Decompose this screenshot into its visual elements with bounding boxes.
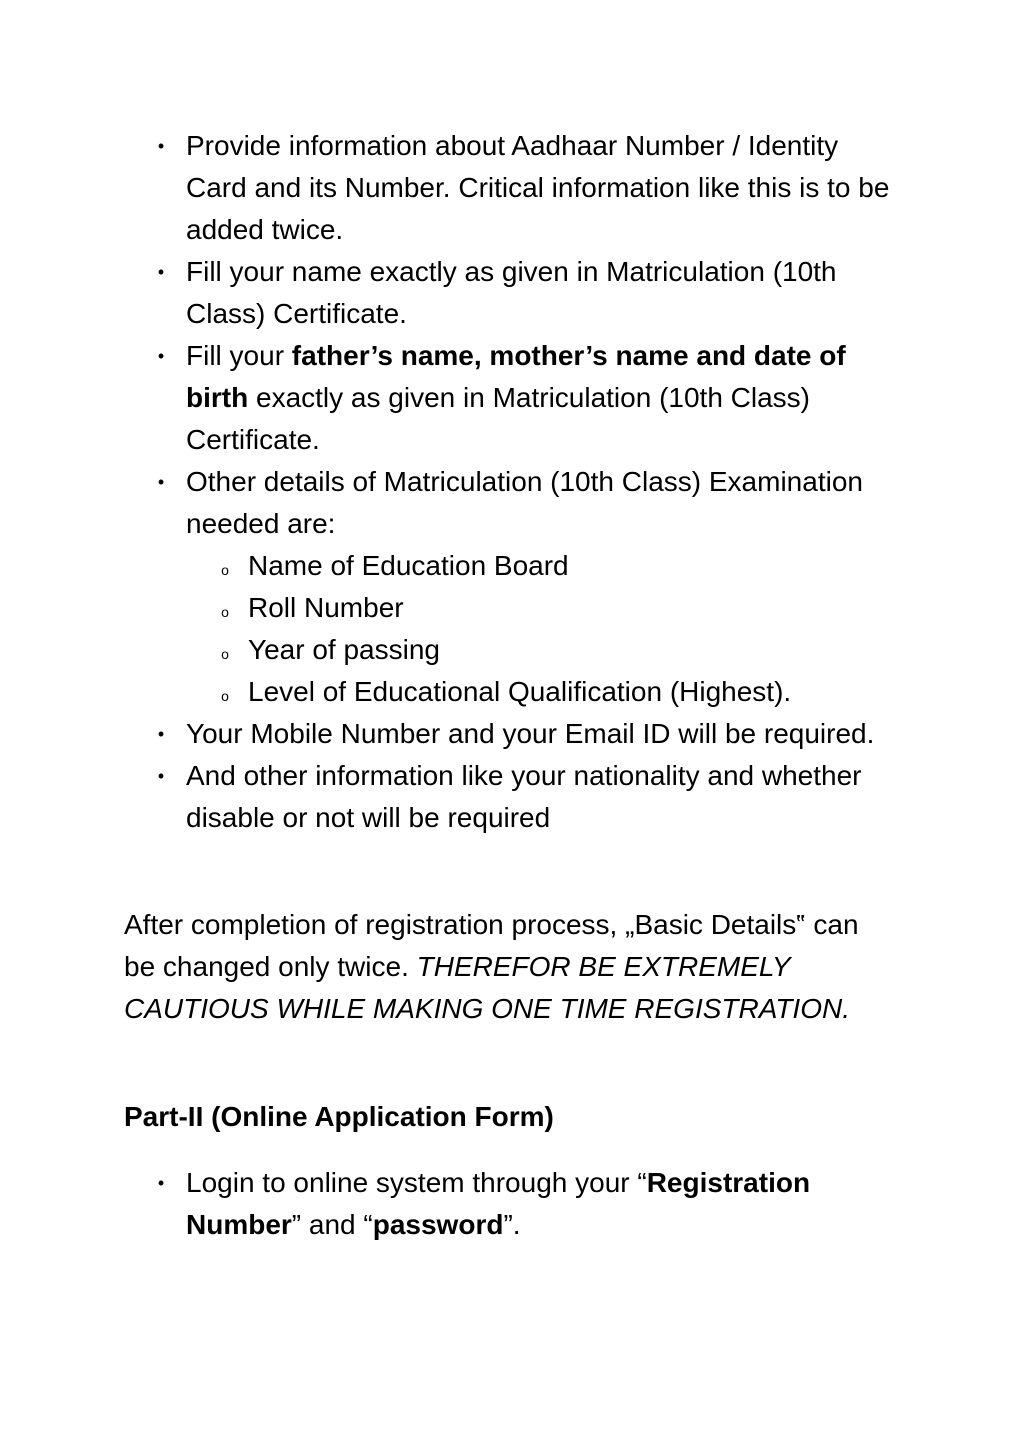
password-bold: password — [372, 1209, 504, 1240]
registration-number-bold: Registration Number — [186, 1167, 811, 1240]
section-heading: Part-II (Online Application Form) — [124, 1101, 554, 1132]
bullet-icon: • — [157, 262, 165, 282]
bullet-icon: • — [157, 472, 165, 492]
bullet-icon: • — [157, 766, 165, 786]
list-item-text-pre: Login to online system through your “ — [186, 1167, 647, 1198]
list-item — [157, 335, 906, 461]
circle-bullet-icon: o — [221, 562, 229, 578]
list-item-text: Provide information about Aadhaar Number / Identity Card and its Number. Critical information like this is to be added twice. — [186, 130, 890, 245]
login-list — [157, 1162, 906, 1246]
sub-list-item-text: Roll Number — [248, 592, 404, 623]
list-item — [157, 1162, 906, 1246]
list-item — [157, 251, 906, 335]
bullet-icon: • — [157, 136, 165, 156]
list-item-text — [186, 340, 846, 455]
circle-bullet-icon: o — [221, 646, 229, 662]
list-item-text-pre: Fill your — [186, 340, 292, 371]
sub-list-item — [221, 587, 928, 629]
list-item-text-bold: father’s name, mother’s name and date of birth — [186, 340, 846, 413]
list-item-text: Other details of Matriculation (10th Class) Examination needed are: — [186, 466, 863, 539]
bullet-icon: • — [157, 724, 165, 744]
list-item-text: Your Mobile Number and your Email ID will be required. — [186, 718, 875, 749]
list-item-text — [186, 1167, 810, 1240]
sub-list-item-text: Name of Education Board — [248, 550, 569, 581]
paragraph-text: After completion of registration process, „Basic Details‟ can be changed only twice. — [124, 909, 859, 982]
bullet-icon: • — [157, 346, 165, 366]
bullet-icon: • — [157, 1173, 165, 1193]
list-item-text-mid: ” and “ — [291, 1209, 373, 1240]
list-item-text: Fill your name exactly as given in Matriculation (10th Class) Certificate. — [186, 256, 837, 329]
list-item — [157, 755, 906, 839]
list-item — [157, 461, 906, 713]
sub-list-item — [221, 629, 928, 671]
list-item-text-post: exactly as given in Matriculation (10th Class) Certificate. — [186, 382, 811, 455]
list-item-text-post: ”. — [503, 1209, 521, 1240]
sub-list-item — [221, 671, 928, 713]
sub-list — [221, 545, 928, 713]
sub-list-item-text: Level of Educational Qualification (Highest). — [248, 676, 792, 707]
list-item-text: And other information like your nationality and whether disable or not will be required — [186, 760, 862, 833]
circle-bullet-icon: o — [221, 688, 229, 704]
sub-list-item-text: Year of passing — [248, 634, 440, 665]
list-item — [157, 125, 906, 251]
circle-bullet-icon: o — [221, 604, 229, 620]
registration-warning-paragraph — [124, 904, 884, 1030]
sub-list-item — [221, 545, 928, 587]
requirements-list — [157, 125, 906, 839]
paragraph-italic-warning: THEREFOR BE EXTREMELY CAUTIOUS WHILE MAKING ONE TIME REGISTRATION. — [124, 951, 850, 1024]
list-item — [157, 713, 906, 755]
